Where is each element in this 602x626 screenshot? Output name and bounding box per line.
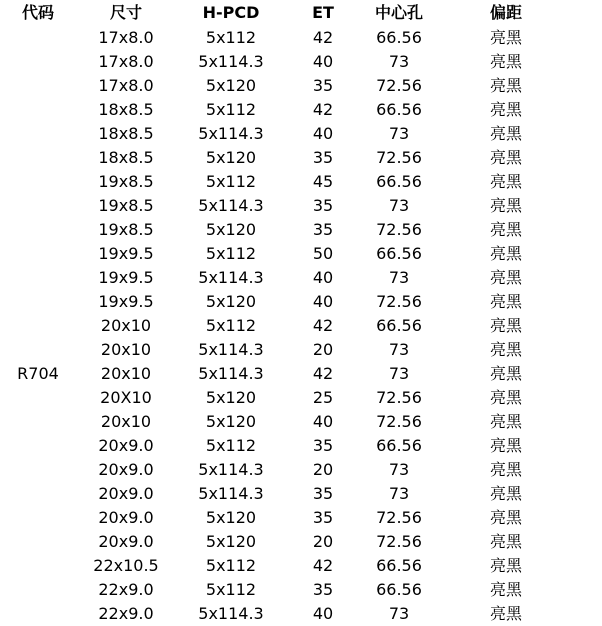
cell-size: 17x8.0 (98, 28, 154, 47)
cell-offset: 亮黑 (489, 508, 522, 527)
cell-offset: 亮黑 (489, 604, 522, 623)
cell-code (4, 506, 72, 530)
table-row (0, 458, 602, 482)
table-row (0, 98, 602, 122)
cell-size: 22x9.0 (98, 604, 154, 623)
cell-size: 18x8.5 (98, 148, 154, 167)
cell-et: 25 (312, 388, 334, 407)
cell-pcd: 5x120 (205, 76, 257, 95)
table-row (0, 434, 602, 458)
cell-offset: 亮黑 (489, 580, 522, 599)
cell-size: 19x9.5 (98, 292, 154, 311)
cell-code: R704 (17, 364, 59, 383)
cell-offset: 亮黑 (489, 388, 522, 407)
cell-size: 22x10.5 (93, 556, 159, 575)
cell-size: 17x8.0 (98, 76, 154, 95)
cell-size: 19x9.5 (98, 244, 154, 263)
cell-size: 19x8.5 (98, 172, 154, 191)
cell-pcd: 5x114.3 (198, 364, 264, 383)
table-row (0, 26, 602, 50)
cell-code (4, 122, 72, 146)
cell-offset: 亮黑 (489, 460, 522, 479)
cell-code (4, 50, 72, 74)
cell-et: 42 (312, 316, 334, 335)
table-header-row (0, 0, 602, 26)
cell-size: 20X10 (100, 388, 152, 407)
cell-pcd: 5x114.3 (198, 196, 264, 215)
cell-pcd: 5x120 (205, 292, 257, 311)
cell-center-bore: 66.56 (376, 316, 422, 335)
cell-offset: 亮黑 (489, 436, 522, 455)
cell-size: 20x9.0 (98, 484, 154, 503)
header-code: 代码 (21, 3, 54, 22)
cell-size: 20x9.0 (98, 436, 154, 455)
cell-size: 20x10 (100, 340, 152, 359)
cell-code (4, 338, 72, 362)
cell-center-bore: 72.56 (376, 508, 422, 527)
cell-offset: 亮黑 (489, 244, 522, 263)
cell-pcd: 5x114.3 (198, 268, 264, 287)
cell-center-bore: 72.56 (376, 388, 422, 407)
table-row (0, 338, 602, 362)
table-row (0, 530, 602, 554)
cell-size: 18x8.5 (98, 124, 154, 143)
cell-size: 20x9.0 (98, 532, 154, 551)
cell-center-bore: 66.56 (376, 556, 422, 575)
cell-center-bore: 73 (388, 340, 410, 359)
header-et: ET (312, 3, 334, 22)
cell-pcd: 5x114.3 (198, 484, 264, 503)
header-center-bore: 中心孔 (374, 3, 423, 22)
cell-size: 22x9.0 (98, 580, 154, 599)
cell-et: 40 (312, 52, 334, 71)
cell-code (4, 530, 72, 554)
cell-size: 20x9.0 (98, 508, 154, 527)
cell-et: 42 (312, 364, 334, 383)
table-row (0, 194, 602, 218)
cell-offset: 亮黑 (489, 28, 522, 47)
cell-pcd: 5x112 (205, 172, 257, 191)
cell-offset: 亮黑 (489, 556, 522, 575)
cell-et: 50 (312, 244, 334, 263)
cell-center-bore: 66.56 (376, 100, 422, 119)
cell-offset: 亮黑 (489, 172, 522, 191)
cell-offset: 亮黑 (489, 124, 522, 143)
cell-pcd: 5x112 (205, 556, 257, 575)
cell-offset: 亮黑 (489, 412, 522, 431)
cell-code (4, 26, 72, 50)
cell-size: 20x9.0 (98, 460, 154, 479)
table-row (0, 578, 602, 602)
cell-pcd: 5x120 (205, 532, 257, 551)
cell-center-bore: 66.56 (376, 244, 422, 263)
cell-et: 35 (312, 436, 334, 455)
cell-code (4, 578, 72, 602)
cell-code (4, 98, 72, 122)
cell-et: 35 (312, 220, 334, 239)
header-offset: 偏距 (489, 3, 522, 22)
cell-center-bore: 73 (388, 364, 410, 383)
cell-offset: 亮黑 (489, 292, 522, 311)
table-row (0, 74, 602, 98)
cell-et: 20 (312, 340, 334, 359)
cell-code (4, 482, 72, 506)
cell-center-bore: 66.56 (376, 580, 422, 599)
cell-et: 35 (312, 148, 334, 167)
cell-et: 20 (312, 532, 334, 551)
cell-et: 40 (312, 124, 334, 143)
table-row (0, 170, 602, 194)
cell-pcd: 5x112 (205, 436, 257, 455)
cell-et: 35 (312, 580, 334, 599)
cell-et: 40 (312, 268, 334, 287)
cell-size: 18x8.5 (98, 100, 154, 119)
cell-size: 20x10 (100, 316, 152, 335)
table-row (0, 602, 602, 626)
table-row (0, 314, 602, 338)
cell-et: 20 (312, 460, 334, 479)
cell-center-bore: 72.56 (376, 532, 422, 551)
cell-pcd: 5x112 (205, 244, 257, 263)
cell-pcd: 5x120 (205, 220, 257, 239)
cell-code (4, 242, 72, 266)
table-row (0, 266, 602, 290)
cell-center-bore: 72.56 (376, 292, 422, 311)
cell-size: 20x10 (100, 364, 152, 383)
cell-code (4, 314, 72, 338)
cell-offset: 亮黑 (489, 484, 522, 503)
cell-offset: 亮黑 (489, 100, 522, 119)
cell-pcd: 5x120 (205, 508, 257, 527)
table-row (0, 122, 602, 146)
cell-offset: 亮黑 (489, 532, 522, 551)
cell-et: 35 (312, 484, 334, 503)
table-row (0, 362, 602, 386)
cell-size: 19x8.5 (98, 220, 154, 239)
cell-code (4, 602, 72, 626)
cell-et: 45 (312, 172, 334, 191)
table-row (0, 554, 602, 578)
header-pcd: H-PCD (202, 3, 260, 22)
cell-size: 19x9.5 (98, 268, 154, 287)
cell-pcd: 5x120 (205, 388, 257, 407)
table-row (0, 242, 602, 266)
table-row (0, 146, 602, 170)
cell-offset: 亮黑 (489, 268, 522, 287)
cell-pcd: 5x114.3 (198, 604, 264, 623)
cell-offset: 亮黑 (489, 148, 522, 167)
cell-offset: 亮黑 (489, 316, 522, 335)
cell-code (4, 434, 72, 458)
cell-code (4, 458, 72, 482)
cell-pcd: 5x120 (205, 412, 257, 431)
table-row (0, 50, 602, 74)
table-row (0, 290, 602, 314)
cell-code (4, 410, 72, 434)
cell-center-bore: 66.56 (376, 28, 422, 47)
cell-center-bore: 72.56 (376, 148, 422, 167)
cell-center-bore: 66.56 (376, 436, 422, 455)
cell-center-bore: 72.56 (376, 412, 422, 431)
table-row (0, 482, 602, 506)
cell-center-bore: 72.56 (376, 220, 422, 239)
cell-offset: 亮黑 (489, 340, 522, 359)
table-row (0, 410, 602, 434)
cell-pcd: 5x112 (205, 316, 257, 335)
header-size: 尺寸 (109, 3, 142, 22)
table-row (0, 506, 602, 530)
cell-et: 35 (312, 508, 334, 527)
cell-center-bore: 73 (388, 484, 410, 503)
cell-size: 20x10 (100, 412, 152, 431)
cell-code (4, 290, 72, 314)
cell-center-bore: 73 (388, 460, 410, 479)
cell-code (4, 146, 72, 170)
cell-et: 40 (312, 604, 334, 623)
cell-code (4, 266, 72, 290)
cell-offset: 亮黑 (489, 52, 522, 71)
cell-pcd: 5x114.3 (198, 124, 264, 143)
cell-code (4, 170, 72, 194)
cell-center-bore: 66.56 (376, 172, 422, 191)
cell-center-bore: 73 (388, 52, 410, 71)
table-body (0, 26, 602, 626)
cell-pcd: 5x114.3 (198, 460, 264, 479)
cell-pcd: 5x120 (205, 148, 257, 167)
cell-et: 42 (312, 556, 334, 575)
cell-pcd: 5x114.3 (198, 52, 264, 71)
cell-center-bore: 73 (388, 196, 410, 215)
cell-et: 42 (312, 28, 334, 47)
cell-offset: 亮黑 (489, 196, 522, 215)
cell-pcd: 5x112 (205, 100, 257, 119)
cell-center-bore: 73 (388, 604, 410, 623)
cell-code (4, 386, 72, 410)
cell-size: 19x8.5 (98, 196, 154, 215)
table-row (0, 386, 602, 410)
table-row (0, 218, 602, 242)
cell-et: 40 (312, 412, 334, 431)
cell-pcd: 5x114.3 (198, 340, 264, 359)
cell-offset: 亮黑 (489, 220, 522, 239)
cell-code (4, 194, 72, 218)
cell-et: 42 (312, 100, 334, 119)
cell-code (4, 554, 72, 578)
cell-et: 35 (312, 196, 334, 215)
cell-center-bore: 73 (388, 124, 410, 143)
cell-et: 35 (312, 76, 334, 95)
cell-code (4, 218, 72, 242)
cell-et: 40 (312, 292, 334, 311)
cell-center-bore: 73 (388, 268, 410, 287)
cell-size: 17x8.0 (98, 52, 154, 71)
cell-offset: 亮黑 (489, 364, 522, 383)
cell-pcd: 5x112 (205, 28, 257, 47)
cell-center-bore: 72.56 (376, 76, 422, 95)
cell-pcd: 5x112 (205, 580, 257, 599)
cell-offset: 亮黑 (489, 76, 522, 95)
cell-code (4, 74, 72, 98)
